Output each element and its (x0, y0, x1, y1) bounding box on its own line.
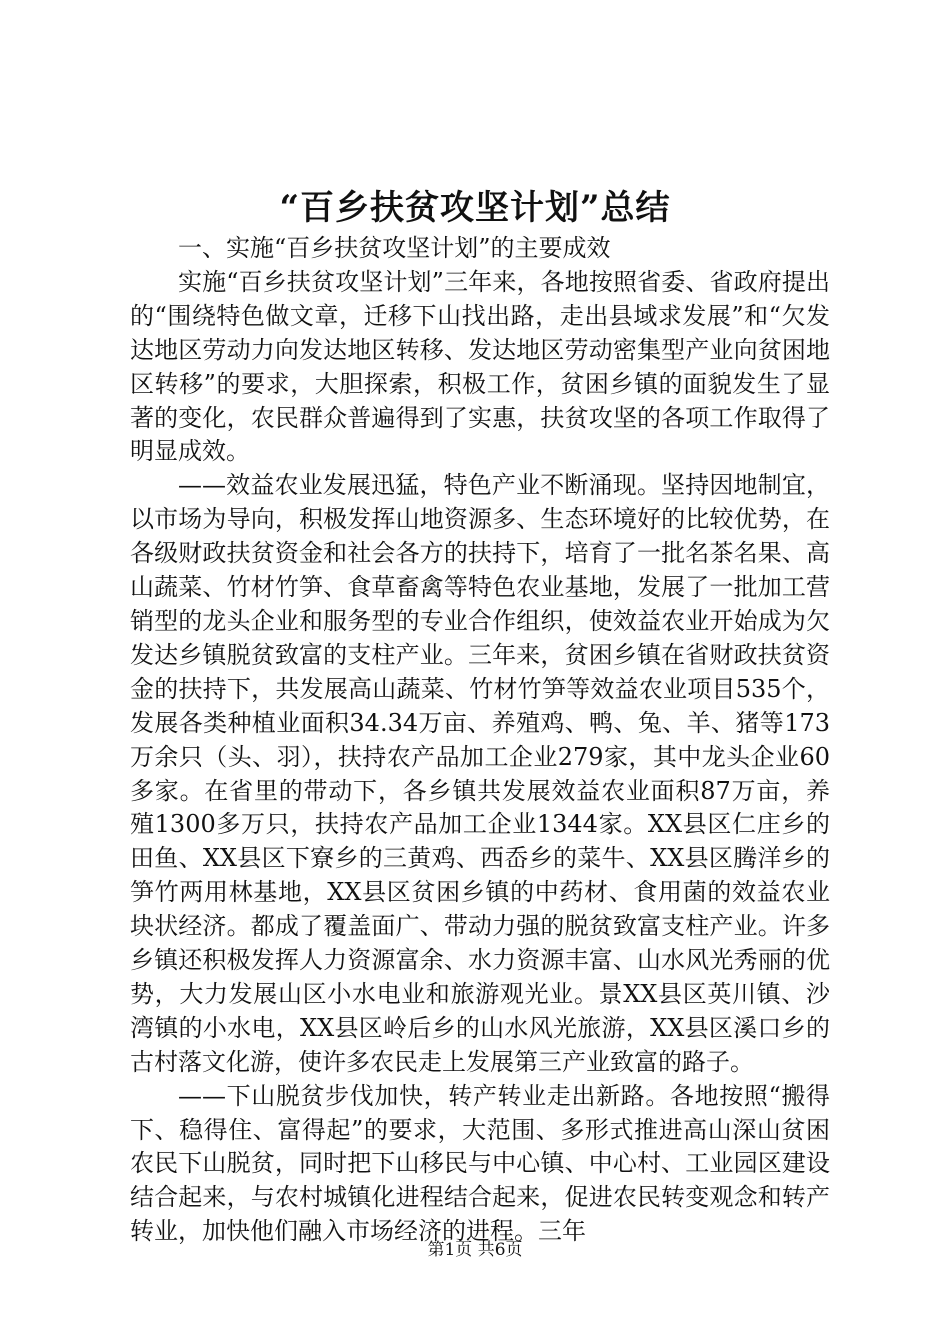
paragraph-relocation: ——下山脱贫步伐加快，转产转业走出新路。各地按照“搬得下、稳得住、富得起”的要求，大范围、多形式推进高山深山贫困农民下山脱贫，同时把下山移民与中心镇、中心村、工业园区建设结合起来，与农村城镇化进程结合起来，促进农民转变观念和转产转业，加快他们融入市场经济的进程。三年 (130, 1081, 830, 1246)
page-footer: 第1页 共6页 (427, 1240, 523, 1260)
paragraph-intro: 实施“百乡扶贫攻坚计划”三年来，各地按照省委、省政府提出的“围绕特色做文章，迁移下山找出路，走出县域求发展”和“欠发达地区劳动力向发达地区转移、发达地区劳动密集型产业向贫困地区转移”的要求，大胆探索，积极工作，贫困乡镇的面貌发生了显著的变化，农民群众普遍得到了实惠，扶贫攻坚的各项工作取得了明显成效。 (130, 267, 830, 466)
paragraph-agriculture: ——效益农业发展迅猛，特色产业不断涌现。坚持因地制宜，以市场为导向，积极发挥山地资源多、生态环境好的比较优势，在各级财政扶贫资金和社会各方的扶持下，培育了一批名茶名果、高山蔬菜、竹材竹笋、食草畜禽等特色农业基地，发展了一批加工营销型的龙头企业和服务型的专业合作组织，使效益农业开始成为欠发达乡镇脱贫致富的支柱产业。三年来，贫困乡镇在省财政扶贫资金的扶持下，共发展高山蔬菜、竹材竹笋等效益农业项目535个，发展各类种植业面积34.34万亩、养殖鸡、鸭、兔、羊、猪等173万余只（头、羽），扶持农产品加工企业279家，其中龙头企业60多家。在省里的带动下，各乡镇共发展效益农业面积87万亩，养殖1300多万只，扶持农产品加工企业1344家。XX县区仁庄乡的田鱼、XX县区下寮乡的三黄鸡、西岙乡的菜牛、XX县区腾洋乡的笋竹两用林基地，XX县区贫困乡镇的中药材、食用菌的效益农业块状经济。都成了覆盖面广、带动力强的脱贫致富支柱产业。许多乡镇还积极发挥人力资源富余、水力资源丰富、山水风光秀丽的优势，大力发展山区小水电业和旅游观光业。景XX县区英川镇、沙湾镇的小水电，XX县区岭后乡的山水风光旅游，XX县区溪口乡的古村落文化游，使许多农民走上发展第三产业致富的路子。 (130, 471, 830, 1076)
document-body (130, 232, 830, 1249)
section-heading: 一、实施“百乡扶贫攻坚计划”的主要成效 (178, 234, 611, 262)
document-title: “百乡扶贫攻坚计划”总结 (279, 188, 671, 228)
